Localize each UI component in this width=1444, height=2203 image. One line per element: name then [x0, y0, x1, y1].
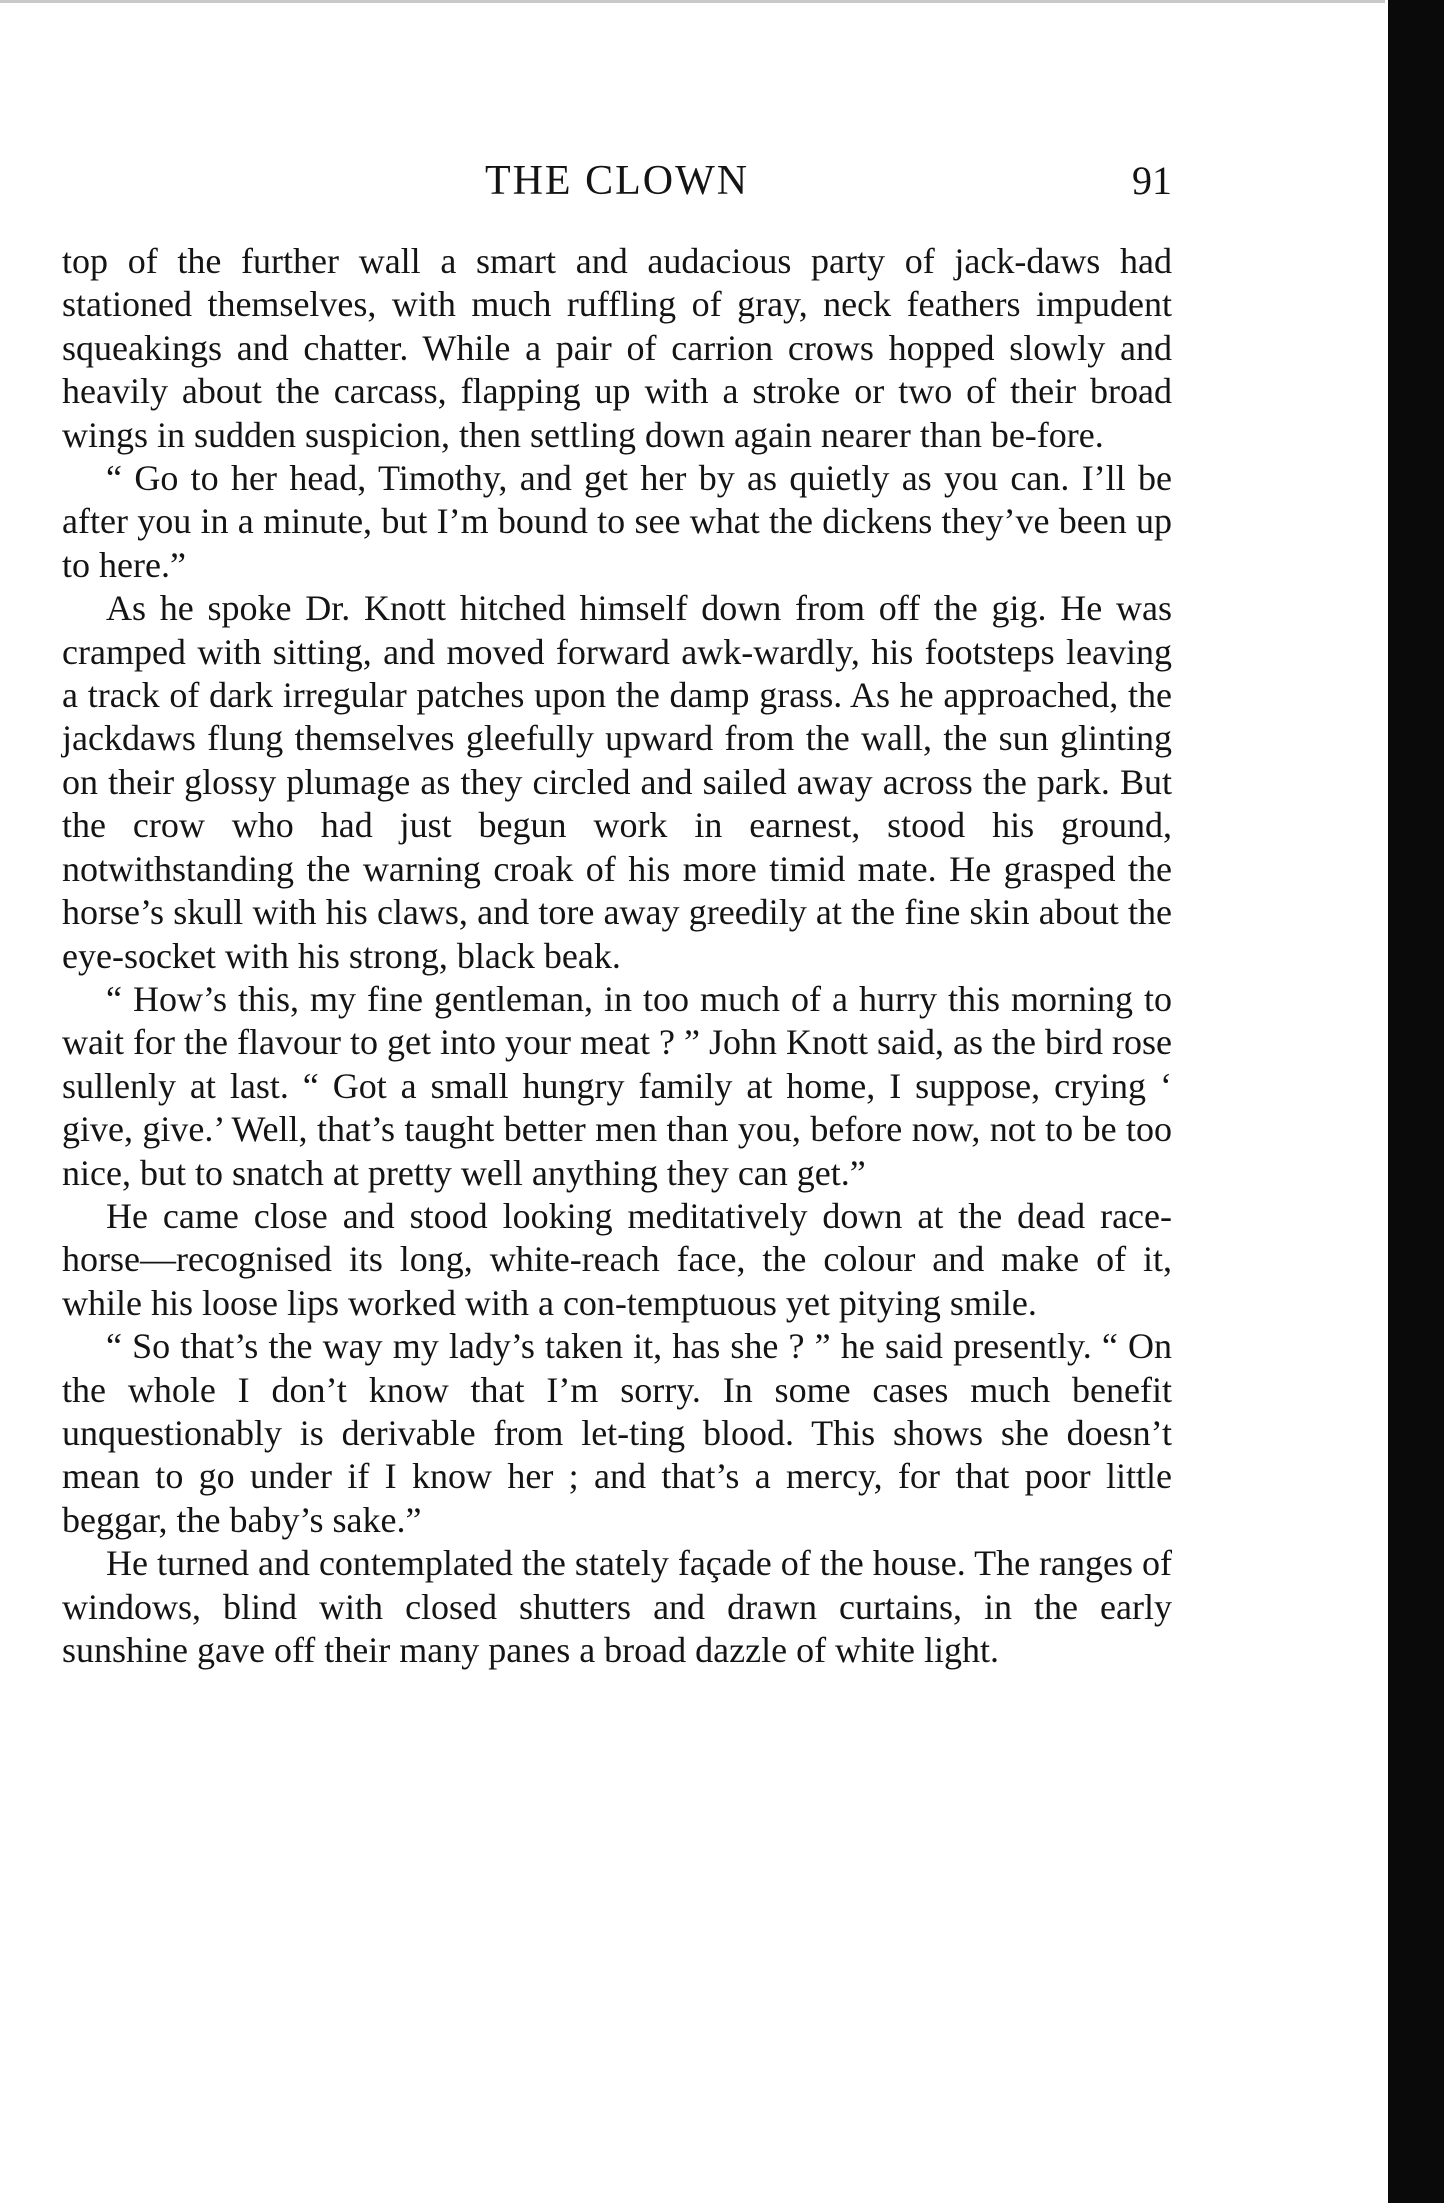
- running-header: [62, 150, 1172, 212]
- book-page: [62, 150, 1172, 1672]
- running-title: THE CLOWN: [484, 158, 750, 204]
- paragraph: “ So that’s the way my lady’s taken it, has she ? ” he said presently. “ On the whole I don’t know that I’m sorry. In some cases much benefit unquestionably is derivable from let-ting blood. This shows she doesn’t mean to go under if I know her ; and that’s a mercy, for that poor little beggar, the baby’s sake.”: [62, 1326, 1172, 1540]
- paragraph: “ Go to her head, Timothy, and get her by as quietly as you can. I’ll be after you in a minute, but I’m bound to see what the dickens they’ve been up to here.”: [62, 458, 1172, 585]
- paragraph: top of the further wall a smart and audacious party of jack-daws had stationed themselves, with much ruffling of gray, neck feathers impudent squeakings and chatter. While a pair of carrion crows hopped slowly and heavily about the carcass, flapping up with a stroke or two of their broad wings in sudden suspicion, then settling down again nearer than be-fore.: [62, 241, 1172, 455]
- body-text: [62, 240, 1172, 1672]
- page-edge-shadow: [1388, 0, 1444, 2203]
- paragraph: “ How’s this, my fine gentleman, in too much of a hurry this morning to wait for the flavour to get into your meat ? ” John Knott said, as the bird rose sullenly at last. “ Got a small hungry family at home, I suppose, crying ‘ give, give.’ Well, that’s taught better men than you, before now, not to be too nice, but to snatch at pretty well anything they can get.”: [62, 978, 1172, 1193]
- paragraph: He turned and contemplated the stately façade of the house. The ranges of windows, blind with closed shutters and drawn curtains, in the early sunshine gave off their many panes a broad dazzle of white light.: [62, 1543, 1172, 1670]
- paragraph: He came close and stood looking meditatively down at the dead race-horse—recognised its long, white-reach face, the colour and make of it, while his loose lips worked with a con-temptuous yet pitying smile.: [62, 1195, 1172, 1323]
- page-number: 91: [1132, 158, 1172, 203]
- top-edge-rule: [0, 0, 1385, 3]
- paragraph: As he spoke Dr. Knott hitched himself down from off the gig. He was cramped with sitting, and moved forward awk-wardly, his footsteps leaving a track of dark irregular patches upon the damp grass. As he approached, the jackdaws flung themselves gleefully upward from the wall, the sun glinting on their glossy plumage as they circled and sailed away across the park. But the crow who had just begun work in earnest, stood his ground, notwithstanding the warning croak of his more timid mate. He grasped the horse’s skull with his claws, and tore away greedily at the fine skin about the eye-socket with his strong, black beak.: [62, 588, 1172, 976]
